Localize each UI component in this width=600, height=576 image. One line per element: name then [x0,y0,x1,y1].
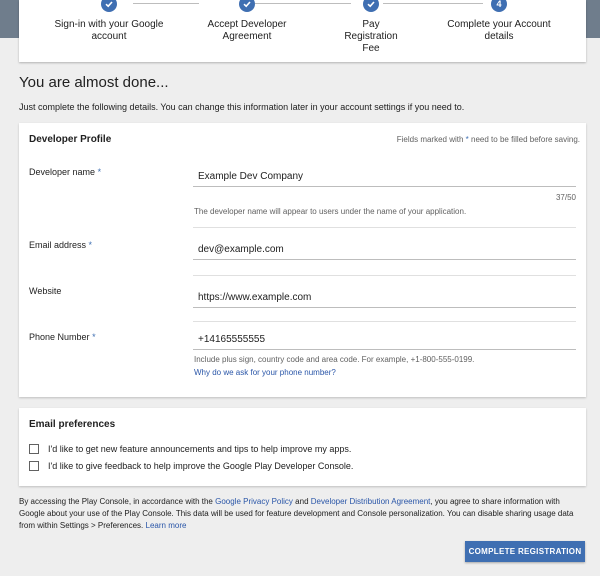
phone-why-link[interactable]: Why do we ask for your phone number? [194,368,336,377]
required-fields-note [397,135,580,144]
step-sign-in [39,0,179,43]
legal-text: and [295,497,309,506]
phone-label [29,332,96,342]
label-text: Developer name [29,167,96,177]
legal-notice [19,496,586,532]
check-icon [239,0,255,12]
pref-option-announcements[interactable] [29,444,351,454]
announcements-checkbox[interactable] [29,444,39,454]
developer-name-label [29,167,101,177]
feedback-checkbox[interactable] [29,461,39,471]
required-star: * [88,240,93,250]
card-title: Email preferences [29,419,116,430]
distribution-agreement-link[interactable]: Developer Distribution Agreement [310,497,431,506]
label-text: Phone Number [29,332,90,342]
legal-text: , you agree to share information with Google about your use of the Play Console. This data will be used for feature development and Console personalization. You can disable sharing usage data from within Settings > Preferences. [19,497,574,530]
phone-help: Include plus sign, country code and area code. For example, +1-800-555-0199. [194,355,475,364]
developer-name-help: The developer name will appear to users under the name of your application. [194,207,467,216]
checkbox-label: I'd like to get new feature announcements and tips to help improve my apps. [48,444,352,454]
note-text: Fields marked with [396,135,464,144]
step-label: Accept Developer Agreement [207,19,287,42]
label-text: Email address [29,240,87,250]
card-title: Developer Profile [29,134,112,145]
website-label: Website [29,286,62,296]
checkbox-label: I'd like to give feedback to help improve the Google Play Developer Console. [48,461,354,471]
field-divider [193,227,576,228]
required-star: * [97,167,102,177]
pref-option-feedback[interactable] [29,461,353,471]
learn-more-link[interactable]: Learn more [145,521,187,530]
required-star: * [92,332,96,342]
field-divider [193,321,576,322]
check-icon [363,0,379,12]
website-input[interactable] [193,288,576,308]
field-divider [193,275,576,276]
email-input[interactable] [193,240,576,260]
complete-registration-button[interactable]: COMPLETE REGISTRATION [465,541,585,562]
developer-name-input[interactable] [193,167,576,187]
email-label [29,240,92,250]
email-preferences-card [19,408,586,486]
page-title: You are almost done... [19,74,169,91]
phone-input[interactable] [193,330,576,350]
step-label: Complete your Account details [447,19,551,42]
step-complete-details [429,0,569,43]
step-label: Sign-in with your Google account [54,19,164,42]
step-label: Pay Registration Fee [344,19,398,54]
character-count: 37/50 [555,193,576,202]
step-pay-fee [301,0,441,55]
privacy-policy-link[interactable]: Google Privacy Policy [215,497,293,506]
step-number-badge: 4 [491,0,507,12]
registration-stepper [19,0,586,62]
required-star: * [465,135,469,144]
step-accept-agreement [177,0,317,43]
developer-profile-card [19,123,586,397]
legal-text: By accessing the Play Console, in accordance with the [19,497,213,506]
page-subtitle: Just complete the following details. You can change this information later in your account settings if you need to. [19,102,465,112]
note-text: need to be filled before saving. [471,135,580,144]
check-icon [101,0,117,12]
